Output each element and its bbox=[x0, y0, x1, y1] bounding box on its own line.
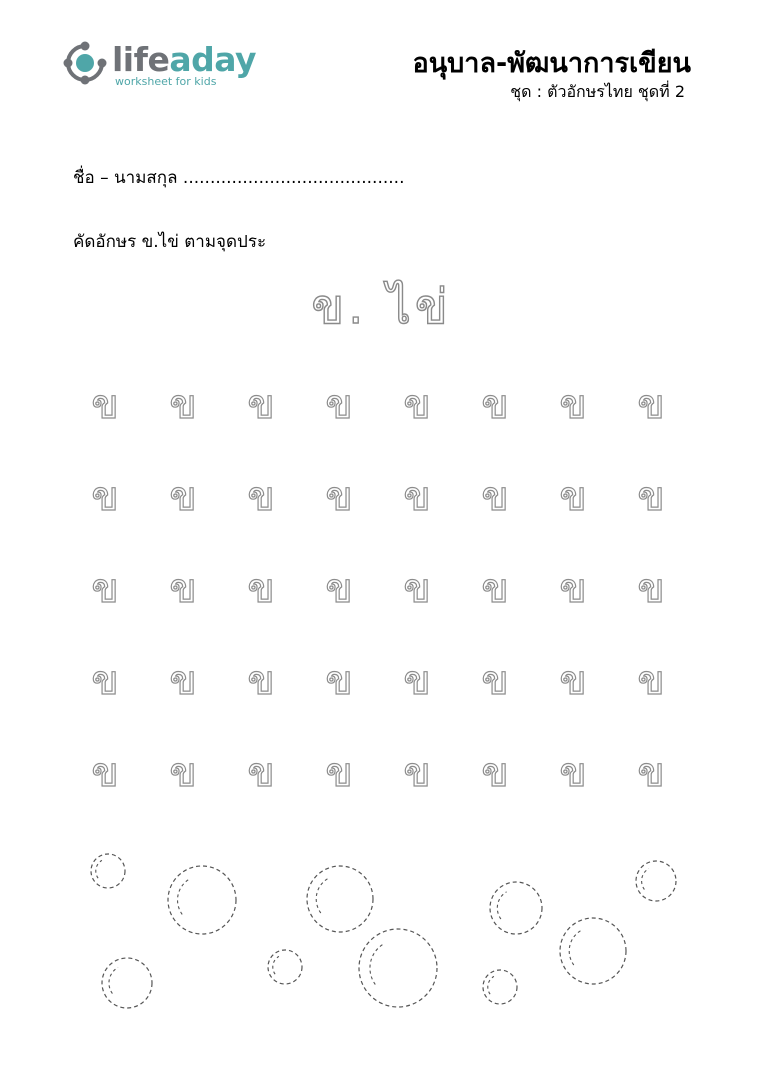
trace-letter[interactable]: ข bbox=[325, 750, 353, 796]
trace-letter[interactable]: ข bbox=[325, 382, 353, 428]
bubble-icon bbox=[490, 882, 542, 934]
trace-letter[interactable]: ข bbox=[169, 566, 197, 612]
bubble-icon bbox=[483, 970, 517, 1004]
trace-letter[interactable]: ข bbox=[91, 566, 119, 612]
trace-letter[interactable]: ข bbox=[91, 658, 119, 704]
trace-letter[interactable]: ข bbox=[559, 382, 587, 428]
trace-letter[interactable]: ข bbox=[637, 382, 665, 428]
trace-letter[interactable]: ข bbox=[247, 474, 275, 520]
name-field[interactable]: ชื่อ – นามสกุล ......................................... bbox=[73, 168, 405, 188]
page-title: อนุบาล-พัฒนาการเขียน bbox=[412, 48, 691, 79]
bubbles-decoration bbox=[0, 840, 763, 1040]
instruction-text: คัดอักษร ข.ไข่ ตามจุดประ bbox=[73, 232, 267, 252]
trace-letter[interactable]: ข bbox=[481, 658, 509, 704]
trace-letter[interactable]: ข bbox=[559, 566, 587, 612]
trace-letter[interactable]: ข bbox=[403, 566, 431, 612]
molecule-icon bbox=[62, 38, 112, 88]
trace-letter[interactable]: ข bbox=[559, 474, 587, 520]
trace-letter[interactable]: ข bbox=[325, 566, 353, 612]
trace-letter[interactable]: ข bbox=[325, 658, 353, 704]
trace-letter[interactable]: ข bbox=[247, 750, 275, 796]
trace-letter[interactable]: ข bbox=[481, 566, 509, 612]
bubble-icon bbox=[91, 854, 125, 888]
trace-letter[interactable]: ข bbox=[403, 658, 431, 704]
trace-letter[interactable]: ข bbox=[247, 382, 275, 428]
tracing-grid bbox=[66, 375, 690, 835]
sample-word: ข. ไข่ bbox=[311, 279, 452, 335]
bubble-icon bbox=[359, 929, 437, 1007]
trace-letter[interactable]: ข bbox=[637, 750, 665, 796]
page-subtitle: ชุด : ตัวอักษรไทย ชุดที่ 2 bbox=[510, 82, 685, 101]
bubble-icon bbox=[307, 866, 373, 932]
trace-letter[interactable]: ข bbox=[637, 658, 665, 704]
bubble-icon bbox=[636, 861, 676, 901]
brand-name-part2: aday bbox=[169, 40, 257, 79]
trace-letter[interactable]: ข bbox=[637, 566, 665, 612]
bubble-icon bbox=[268, 950, 302, 984]
bubble-icon bbox=[560, 918, 626, 984]
bubble-icon bbox=[168, 866, 236, 934]
trace-letter[interactable]: ข bbox=[169, 382, 197, 428]
trace-letter[interactable]: ข bbox=[325, 474, 353, 520]
trace-letter[interactable]: ข bbox=[91, 750, 119, 796]
brand-name-part1: life bbox=[112, 40, 170, 79]
trace-letter[interactable]: ข bbox=[559, 658, 587, 704]
trace-letter[interactable]: ข bbox=[169, 750, 197, 796]
brand-logo bbox=[62, 38, 257, 94]
trace-letter[interactable]: ข bbox=[247, 658, 275, 704]
trace-letter[interactable]: ข bbox=[481, 750, 509, 796]
trace-letter[interactable]: ข bbox=[559, 750, 587, 796]
brand-tagline: worksheet for kids bbox=[115, 75, 217, 88]
trace-letter[interactable]: ข bbox=[247, 566, 275, 612]
bubble-icon bbox=[102, 958, 152, 1008]
trace-letter[interactable]: ข bbox=[403, 382, 431, 428]
trace-letter[interactable]: ข bbox=[481, 474, 509, 520]
trace-letter[interactable]: ข bbox=[403, 474, 431, 520]
trace-letter[interactable]: ข bbox=[169, 658, 197, 704]
trace-letter[interactable]: ข bbox=[403, 750, 431, 796]
trace-letter[interactable]: ข bbox=[91, 474, 119, 520]
trace-letter[interactable]: ข bbox=[481, 382, 509, 428]
trace-letter[interactable]: ข bbox=[91, 382, 119, 428]
trace-letter[interactable]: ข bbox=[637, 474, 665, 520]
trace-letter[interactable]: ข bbox=[169, 474, 197, 520]
